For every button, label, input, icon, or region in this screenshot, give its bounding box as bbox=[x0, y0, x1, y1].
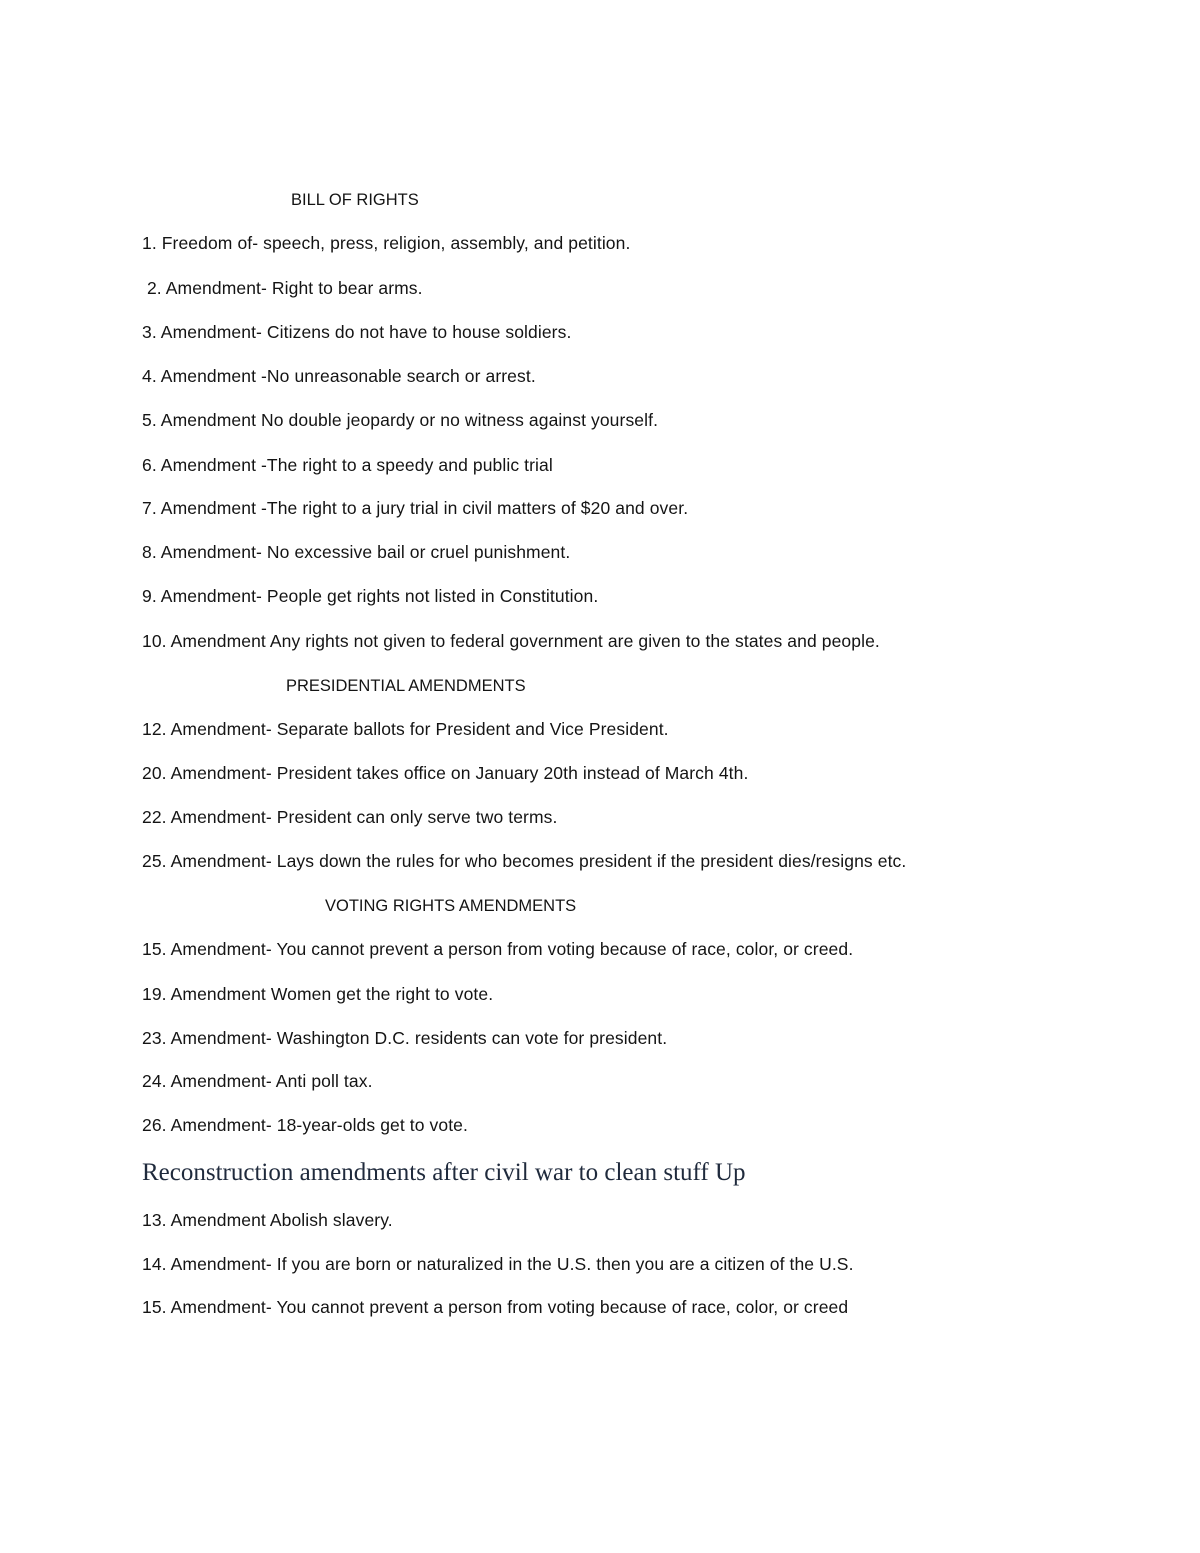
list-item: 19. Amendment Women get the right to vote. bbox=[142, 984, 494, 1004]
list-item: 3. Amendment- Citizens do not have to house soldiers. bbox=[142, 322, 572, 342]
list-item: 7. Amendment -The right to a jury trial in civil matters of $20 and over. bbox=[142, 498, 689, 518]
list-item: 14. Amendment- If you are born or naturalized in the U.S. then you are a citizen of the U.S. bbox=[142, 1254, 854, 1274]
list-item: 5. Amendment No double jeopardy or no witness against yourself. bbox=[142, 410, 659, 430]
list-item: 20. Amendment- President takes office on January 20th instead of March 4th. bbox=[142, 763, 749, 783]
reconstruction-heading: Reconstruction amendments after civil war to clean stuff Up bbox=[142, 1159, 746, 1186]
bill-of-rights-heading: BILL OF RIGHTS bbox=[291, 191, 419, 209]
voting-rights-heading: VOTING RIGHTS AMENDMENTS bbox=[325, 897, 577, 915]
list-item: 4. Amendment -No unreasonable search or arrest. bbox=[142, 366, 536, 386]
list-item: 24. Amendment- Anti poll tax. bbox=[142, 1071, 373, 1091]
presidential-heading: PRESIDENTIAL AMENDMENTS bbox=[286, 677, 526, 695]
list-item: 26. Amendment- 18-year-olds get to vote. bbox=[142, 1115, 468, 1135]
list-item: 13. Amendment Abolish slavery. bbox=[142, 1210, 393, 1230]
list-item: 6. Amendment -The right to a speedy and public trial bbox=[142, 455, 553, 475]
list-item: 9. Amendment- People get rights not listed in Constitution. bbox=[142, 586, 599, 606]
list-item: 23. Amendment- Washington D.C. residents can vote for president. bbox=[142, 1028, 668, 1048]
list-item: 22. Amendment- President can only serve two terms. bbox=[142, 807, 558, 827]
list-item: 1. Freedom of- speech, press, religion, assembly, and petition. bbox=[142, 233, 631, 253]
list-item: 15. Amendment- You cannot prevent a person from voting because of race, color, or creed. bbox=[142, 939, 854, 959]
list-item: 15. Amendment- You cannot prevent a person from voting because of race, color, or creed bbox=[142, 1297, 849, 1317]
list-item: 8. Amendment- No excessive bail or cruel punishment. bbox=[142, 542, 571, 562]
list-item: 10. Amendment Any rights not given to federal government are given to the states and people. bbox=[142, 631, 880, 651]
list-item: 25. Amendment- Lays down the rules for who becomes president if the president dies/resigns etc. bbox=[142, 851, 907, 871]
list-item: 12. Amendment- Separate ballots for President and Vice President. bbox=[142, 719, 669, 739]
list-item: 2. Amendment- Right to bear arms. bbox=[142, 278, 423, 298]
